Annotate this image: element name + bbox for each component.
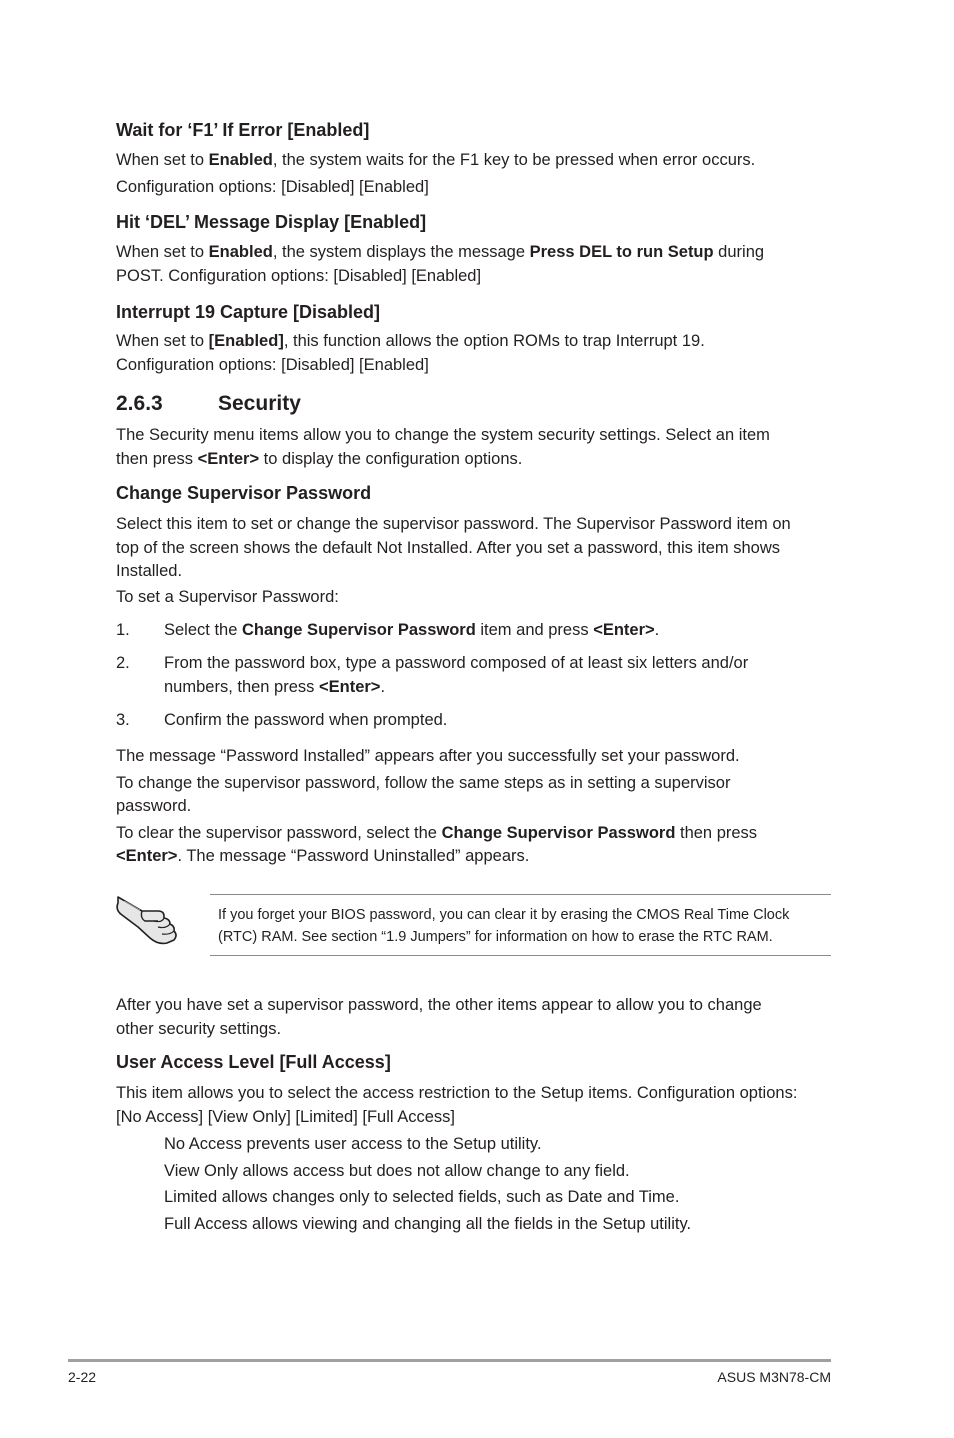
heading-change-supervisor-password: Change Supervisor Password [116, 483, 372, 503]
step-number: 1. [116, 621, 130, 639]
steps-list [116, 619, 836, 739]
section-number: 2.6.3 [116, 392, 163, 415]
paragraph-security-intro [116, 424, 836, 471]
list-item: Limited allows changes only to selected fields, such as Date and Time. [164, 1188, 680, 1206]
text-line: Configuration options: [Disabled] [Enabled] [116, 355, 429, 374]
list-item: View Only allows access but does not allow change to any field. [164, 1161, 630, 1180]
paragraph-user-access-level [116, 1082, 836, 1129]
footer-rule [68, 1359, 831, 1362]
text-line: To change the supervisor password, follow the same steps as in setting a supervisor [116, 773, 731, 792]
paragraph-csp-description [116, 513, 836, 609]
text-line: Installed. [116, 562, 183, 580]
paragraph-password-messages [116, 745, 836, 869]
step-number: 3. [116, 711, 130, 729]
pointing-hand-icon [112, 891, 182, 947]
text-line: After you have set a supervisor password, the other items appear to allow you to change [116, 996, 762, 1014]
text-line: POST. Configuration options: [Disabled] [Enabled] [116, 266, 482, 285]
text-line: The Security menu items allow you to change the system security settings. Select an item [116, 426, 770, 444]
list-item: No Access prevents user access to the Setup utility. [164, 1135, 542, 1153]
heading-wait-for-f1: Wait for ‘F1’ If Error [Enabled] [116, 120, 370, 140]
text-line: top of the screen shows the default Not Installed. After you set a password, this item shows [116, 538, 781, 557]
text-line: When set to Enabled, the system displays the message Press DEL to run Setup during [116, 243, 765, 261]
heading-hit-del: Hit ‘DEL’ Message Display [Enabled] [116, 212, 427, 232]
text-line: Configuration options: [Disabled] [Enabled] [116, 177, 429, 196]
access-options-list [164, 1133, 836, 1236]
note-text [218, 904, 830, 948]
note-top-rule [210, 894, 831, 895]
text-line: other security settings. [116, 1019, 282, 1038]
note-bottom-rule [210, 955, 831, 956]
text-line: [No Access] [View Only] [Limited] [Full Access] [116, 1107, 455, 1126]
text-line: Select this item to set or change the supervisor password. The Supervisor Password item on [116, 515, 791, 533]
text-line: <Enter>. The message “Password Uninstalled” appears. [116, 847, 530, 865]
text-line: When set to Enabled, the system waits for the F1 key to be pressed when error occurs. [116, 151, 756, 169]
text-line: The message “Password Installed” appears after you successfully set your password. [116, 747, 740, 765]
text-line: then press <Enter> to display the configuration options. [116, 449, 523, 468]
text-line: (RTC) RAM. See section “1.9 Jumpers” for information on how to erase the RTC RAM. [218, 929, 773, 945]
heading-user-access-level: User Access Level [Full Access] [116, 1052, 391, 1072]
text-line: If you forget your BIOS password, you can clear it by erasing the CMOS Real Time Clock [218, 907, 790, 923]
text-line: password. [116, 797, 192, 815]
text-line: To set a Supervisor Password: [116, 587, 339, 606]
text-line: This item allows you to select the access restriction to the Setup items. Configuration options: [116, 1084, 798, 1102]
product-name: ASUS M3N78-CM [717, 1369, 831, 1385]
text-line: To clear the supervisor password, select the Change Supervisor Password then press [116, 823, 758, 842]
section-title: Security [218, 392, 301, 415]
paragraph-wait-for-f1 [116, 149, 836, 199]
page-number: 2-22 [68, 1369, 97, 1385]
list-item: Full Access allows viewing and changing all the fields in the Setup utility. [164, 1214, 692, 1233]
step-text: Confirm the password when prompted. [164, 711, 448, 729]
step-text: From the password box, type a password composed of at least six letters and/or numbers, then press <Enter>. [164, 654, 749, 696]
heading-interrupt-19: Interrupt 19 Capture [Disabled] [116, 302, 381, 322]
paragraph-interrupt-19 [116, 330, 836, 377]
step-text: Select the Change Supervisor Password item and press <Enter>. [164, 621, 660, 639]
text-line: When set to [Enabled], this function allows the option ROMs to trap Interrupt 19. [116, 332, 705, 350]
paragraph-after-set [116, 994, 836, 1041]
step-number: 2. [116, 654, 130, 672]
paragraph-hit-del [116, 241, 836, 288]
